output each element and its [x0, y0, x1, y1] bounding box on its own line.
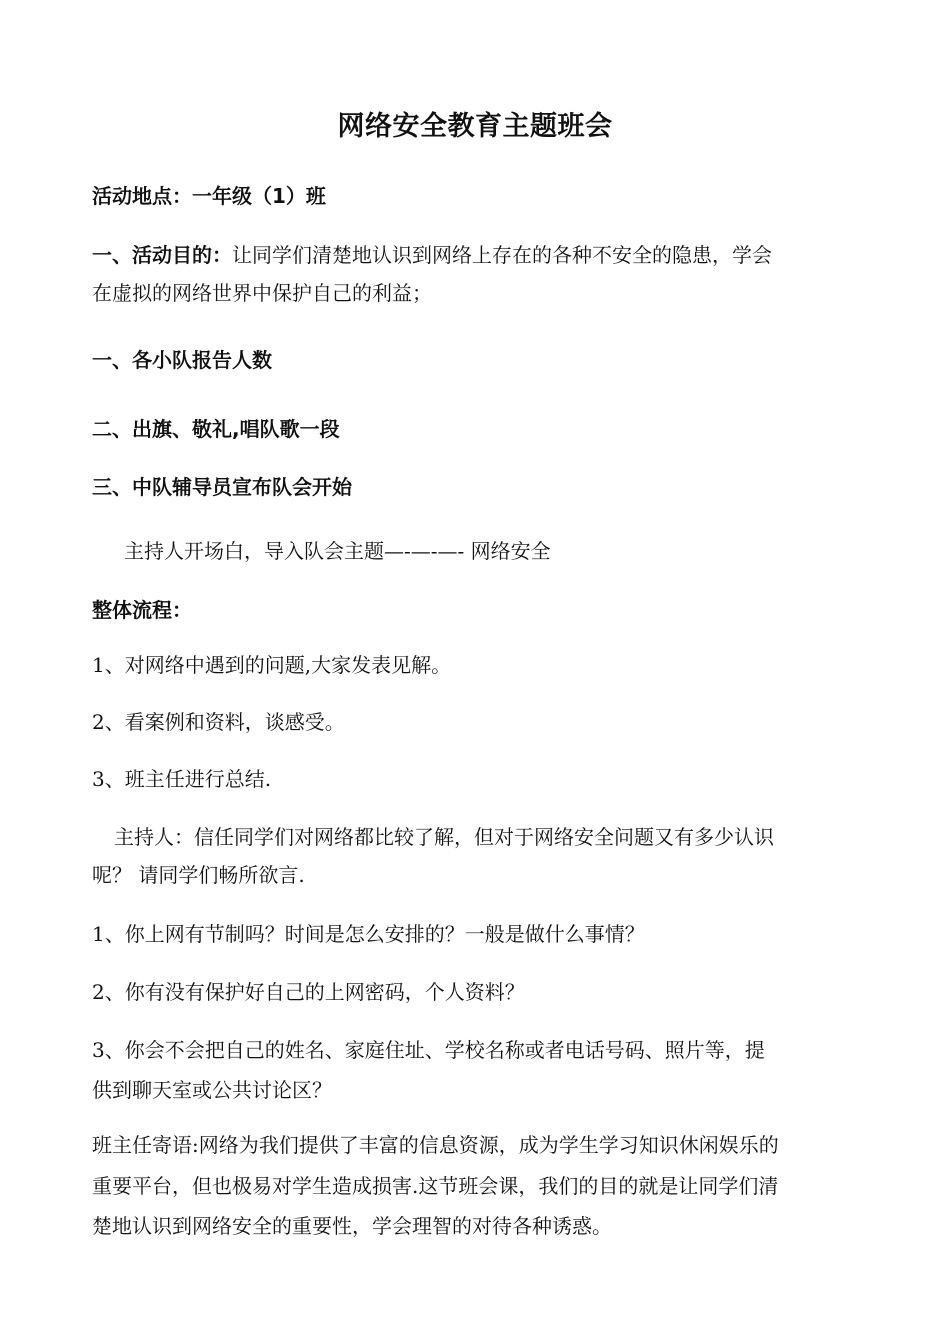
question-3-line-1: 3、你会不会把自己的姓名、家庭住址、学校名称或者电话号码、照片等，提 — [92, 1038, 765, 1062]
step-1: 一、各小队报告人数 — [92, 348, 272, 372]
flow-item-3: 3、班主任进行总结. — [92, 767, 272, 791]
document-title: 网络安全教育主题班会 — [337, 111, 613, 142]
teacher-message-line-2: 重要平台，但也极易对学生造成损害.这节班会课，我们的目的就是让同学们清 — [92, 1174, 779, 1198]
question-1: 1、你上网有节制吗？时间是怎么安排的？一般是做什么事情？ — [92, 922, 645, 946]
purpose-label: 一、活动目的： — [92, 243, 232, 267]
question-2: 2、你有没有保护好自己的上网密码，个人资料？ — [92, 980, 525, 1004]
teacher-message-line-3: 楚地认识到网络安全的重要性，学会理智的对待各种诱惑。 — [92, 1214, 612, 1238]
flow-heading: 整体流程： — [92, 598, 192, 622]
location-line — [92, 176, 862, 216]
step-3: 三、中队辅导员宣布队会开始 — [92, 475, 352, 499]
location-label: 活动地点： — [92, 184, 192, 208]
purpose-line-1 — [92, 235, 862, 275]
location-value: 一年级（1）班 — [192, 184, 326, 208]
teacher-message-line-1: 班主任寄语:网络为我们提供了丰富的信息资源，成为学生学习知识休闲娱乐的 — [92, 1133, 779, 1157]
question-3-line-2: 供到聊天室或公共讨论区？ — [92, 1078, 332, 1102]
purpose-line-2: 在虚拟的网络世界中保护自己的利益； — [92, 281, 432, 305]
flow-item-1: 1、对网络中遇到的问题,大家发表见解。 — [92, 653, 452, 677]
purpose-text-1: 让同学们清楚地认识到网络上存在的各种不安全的隐患，学会 — [232, 243, 772, 267]
host-opening: 主持人开场白，导入队会主题—-—-—- 网络安全 — [124, 539, 551, 563]
host-question-line-1: 主持人：信任同学们对网络都比较了解，但对于网络安全问题又有多少认识 — [114, 825, 774, 849]
step-2: 二、出旗、敬礼,唱队歌一段 — [92, 417, 340, 441]
host-question-line-2: 呢？ 请同学们畅所欲言. — [92, 863, 305, 887]
flow-item-2: 2、看案例和资料，谈感受。 — [92, 710, 345, 734]
